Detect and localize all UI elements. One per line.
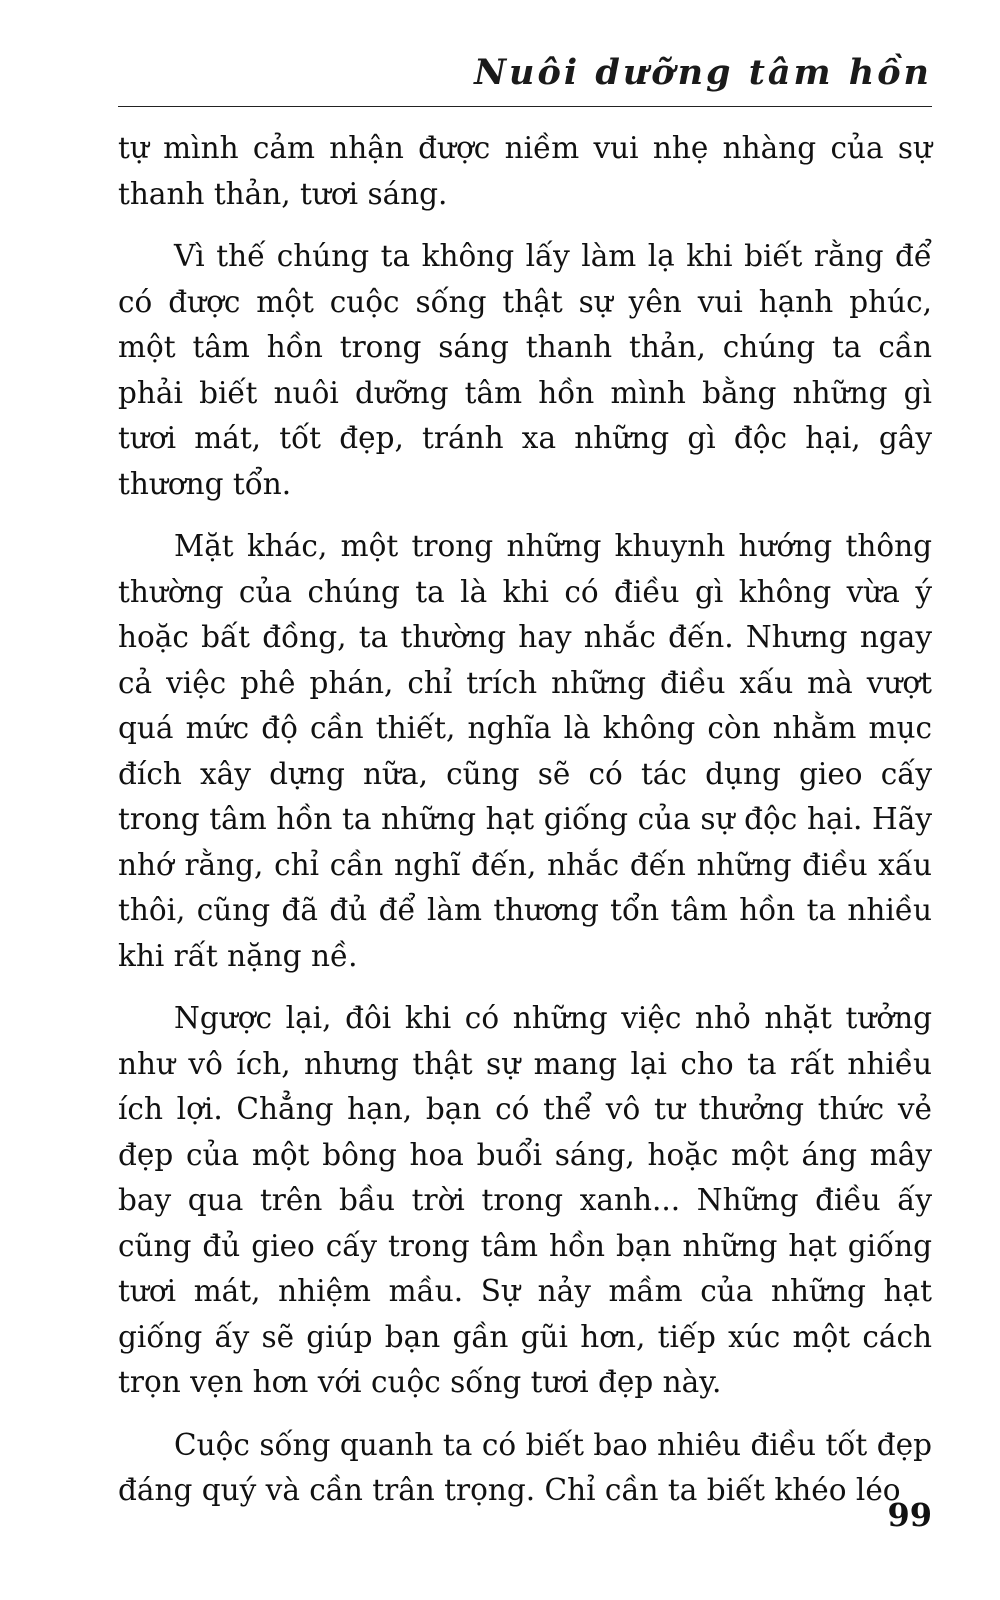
running-title: Nuôi dưỡng tâm hồn: [474, 52, 932, 93]
paragraph-continued: tự mình cảm nhận được niềm vui nhẹ nhàng của sự thanh thản, tươi sáng.: [118, 131, 932, 211]
paragraph: Ngược lại, đôi khi có những việc nhỏ nhặt tưởng như vô ích, nhưng thật sự mang lại cho ta rất nhiều ích lợi. Chẳng hạn, bạn có thể vô tư thưởng thức vẻ đẹp của một bông hoa buổi sáng, hoặc một áng mây bay qua trên bầu trời trong xanh... Những điều ấy cũng đủ gieo cấy trong tâm hồn bạn những hạt giống tươi mát, nhiệm mầu. Sự nảy mầm của những hạt giống ấy sẽ giúp bạn gần gũi hơn, tiếp xúc một cách trọn vẹn hơn với cuộc sống tươi đẹp này.: [118, 1001, 932, 1399]
paragraph: Cuộc sống quanh ta có biết bao nhiêu điều tốt đẹp đáng quý và cần trân trọng. Chỉ cần ta biết khéo léo: [118, 1427, 932, 1507]
paragraph: Vì thế chúng ta không lấy làm lạ khi biết rằng để có được một cuộc sống thật sự yên vui hạnh phúc, một tâm hồn trong sáng thanh thản, chúng ta cần phải biết nuôi dưỡng tâm hồn mình bằng những gì tươi mát, tốt đẹp, tránh xa những gì độc hại, gây thương tổn.: [118, 239, 932, 501]
running-header: [118, 40, 932, 107]
paragraph: Mặt khác, một trong những khuynh hướng thông thường của chúng ta là khi có điều gì không vừa ý hoặc bất đồng, ta thường hay nhắc đến. Nhưng ngay cả việc phê phán, chỉ trích những điều xấu mà vượt quá mức độ cần thiết, nghĩa là không còn nhằm mục đích xây dựng nữa, cũng sẽ có tác dụng gieo cấy trong tâm hồn ta những hạt giống của sự độc hại. Hãy nhớ rằng, chỉ cần nghĩ đến, nhắc đến những điều xấu thôi, cũng đã đủ để làm thương tổn tâm hồn ta nhiều khi rất nặng nề.: [118, 529, 932, 973]
page-number: 99: [887, 1496, 932, 1534]
page-body: [118, 126, 932, 1531]
